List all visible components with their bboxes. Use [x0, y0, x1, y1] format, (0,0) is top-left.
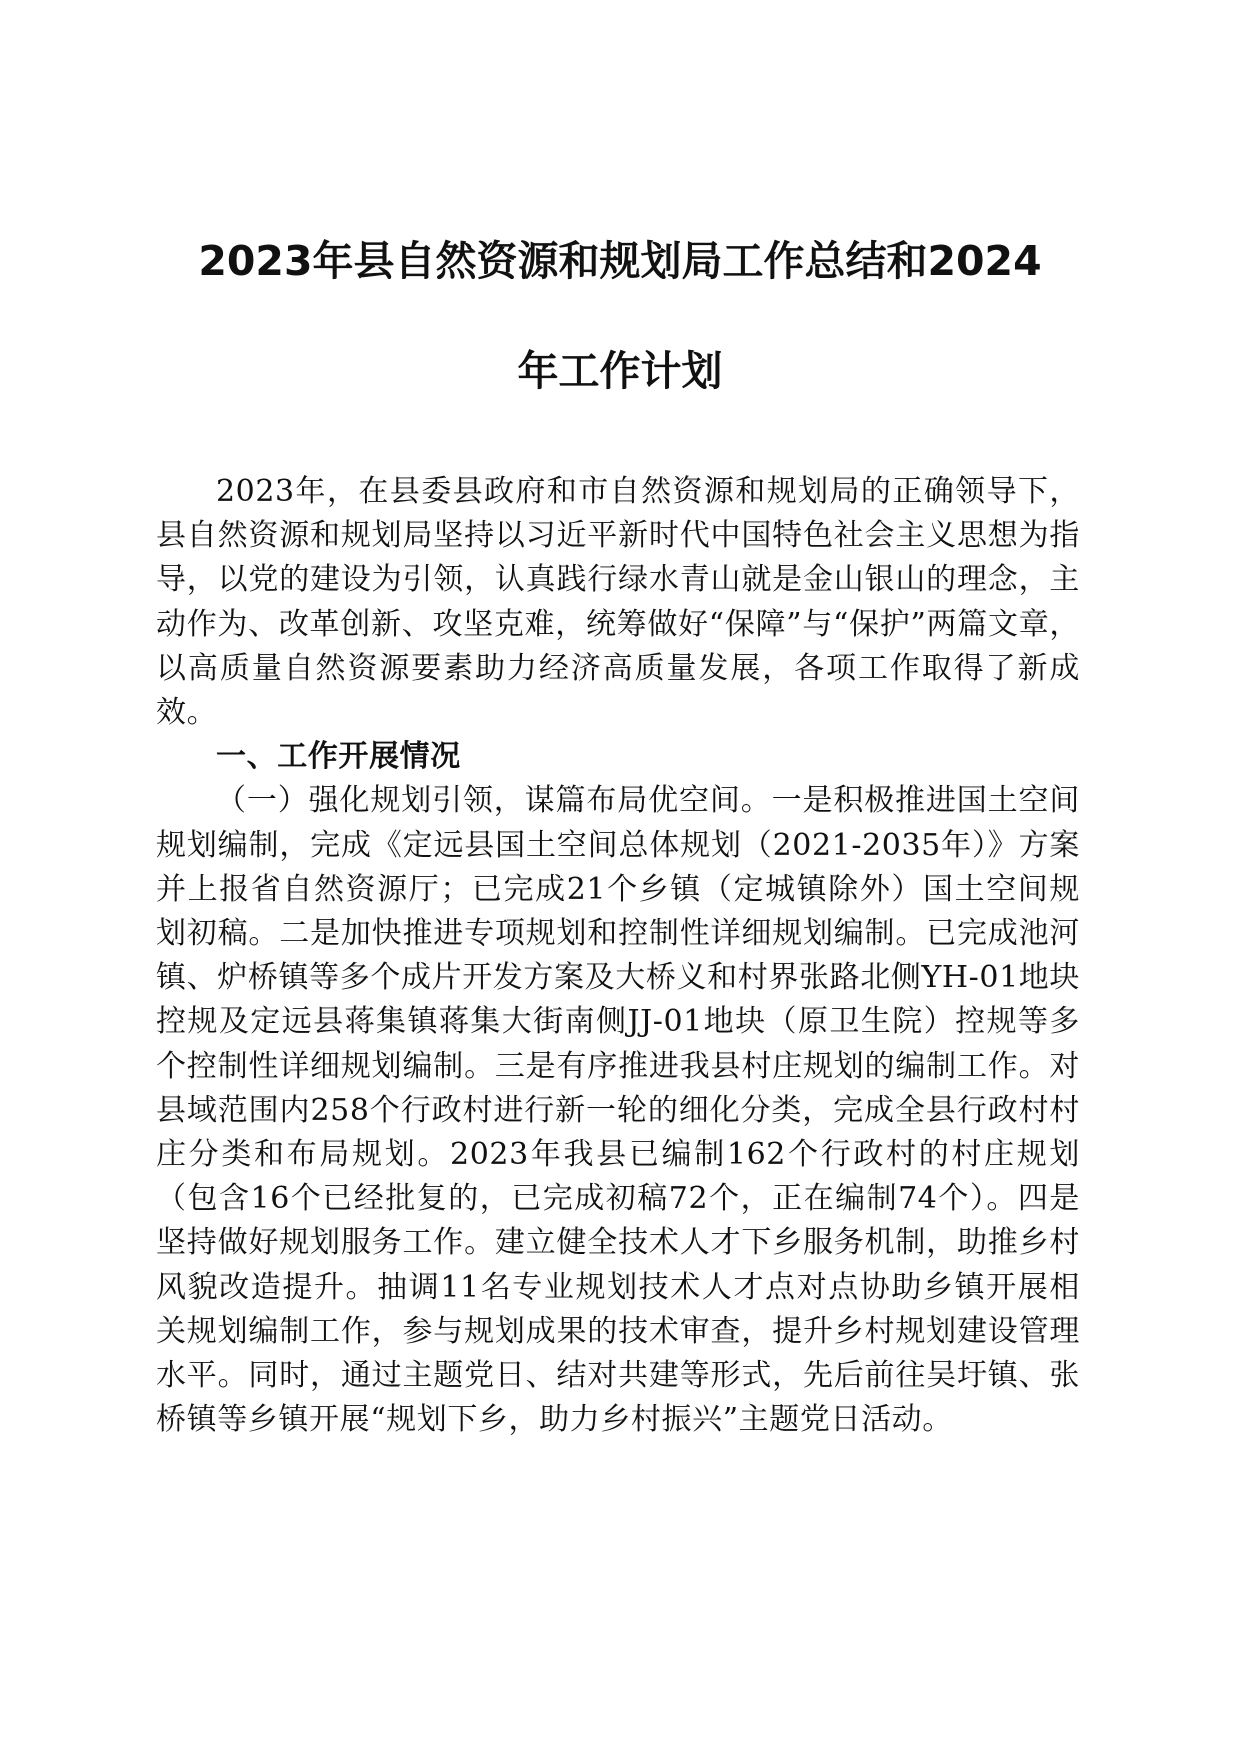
section-heading-1: 一、工作开展情况: [216, 739, 461, 775]
document-title-line-1: 2023年县自然资源和规划局工作总结和2024: [198, 237, 1042, 285]
document-title-line-2: 年工作计划: [517, 347, 723, 395]
intro-paragraph: 2023年，在县委县政府和市自然资源和规划局的正确领导下，县自然资源和规划局坚持以习近平新时代中国特色社会主义思想为指导，以党的建设为引领，认真践行绿水青山就是金山银山的理念，主动作为、改革创新、攻坚克难，统筹做好“保障”与“保护”两篇文章，以高质量自然资源要素助力经济高质量发展，各项工作取得了新成效。: [156, 474, 1080, 731]
subsection-paragraph-1: [156, 779, 1080, 1442]
subsection-body-1: 一是积极推进国土空间规划编制，完成《定远县国土空间总体规划（2021-2035年）》方案并上报省自然资源厅；已完成21个乡镇（定城镇除外）国土空间规划初稿。二是加快推进专项规划和控制性详细规划编制。已完成池河镇、炉桥镇等多个成片开发方案及大桥义和村界张路北侧YH-01地块控规及定远县蒋集镇蒋集大街南侧JJ-01地块（原卫生院）控规等多个控制性详细规划编制。三是有序推进我县村庄规划的编制工作。对县域范围内258个行政村进行新一轮的细化分类，完成全县行政村村庄分类和布局规划。2023年我县已编制162个行政村的村庄规划（包含16个已经批复的，已完成初稿72个，正在编制74个）。四是坚持做好规划服务工作。建立健全技术人才下乡服务机制，助推乡村风貌改造提升。抽调11名专业规划技术人才点对点协助乡镇开展相关规划编制工作，参与规划成果的技术审查，提升乡村规划建设管理水平。同时，通过主题党日、结对共建等形式，先后前往吴圩镇、张桥镇等乡镇开展“规划下乡，助力乡村振兴”主题党日活动。: [156, 783, 1080, 1438]
subsection-heading-1: （一）强化规划引领，谋篇布局优空间。: [216, 783, 772, 819]
document-body: [156, 470, 1080, 1442]
